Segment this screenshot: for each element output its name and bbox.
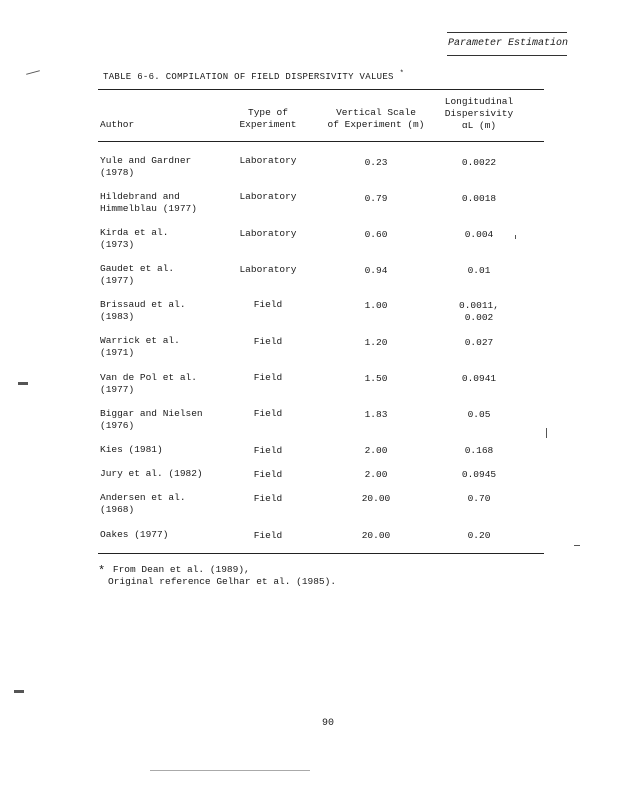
row-disp: 0.168 <box>464 445 494 456</box>
row-author-line1: Brissaud et al. <box>100 299 186 310</box>
table-title-text: TABLE 6-6. COMPILATION OF FIELD DISPERSIVITY VALUES <box>103 72 394 82</box>
row-author-line2: (1983) <box>100 311 135 322</box>
row-scale: 1.83 <box>364 409 388 420</box>
row-disp: 0.0018 <box>461 193 497 204</box>
col-scale-line1: Vertical Scale <box>336 107 416 118</box>
row-author-line1: Warrick et al. <box>100 335 180 346</box>
row-type: Laboratory <box>239 228 297 239</box>
col-type-line1: Type of <box>248 107 288 118</box>
row-type: Field <box>253 469 283 480</box>
row-author-line2: (1976) <box>100 420 135 431</box>
row-type: Laboratory <box>239 191 297 202</box>
col-author: Author <box>100 119 135 130</box>
row-scale: 20.00 <box>361 530 391 541</box>
row-disp: 0.0022 <box>461 157 497 168</box>
speck <box>150 770 310 771</box>
row-type: Laboratory <box>239 264 297 275</box>
row-scale: 1.00 <box>364 300 388 311</box>
footnote-source: From Dean et al. (1989), <box>112 564 250 575</box>
row-scale: 0.94 <box>364 265 388 276</box>
row-author-line1: Kirda et al. <box>100 227 169 238</box>
row-author-line2: (1971) <box>100 347 135 358</box>
row-author-line1: Jury et al. (1982) <box>100 468 203 479</box>
running-header: Parameter Estimation <box>448 38 569 49</box>
row-scale: 0.79 <box>364 193 388 204</box>
row-author-line1: Oakes (1977) <box>100 529 169 540</box>
row-type: Field <box>253 299 283 310</box>
footnote-line1 <box>98 563 336 576</box>
table-title-mark: * <box>399 70 405 78</box>
speck <box>18 382 28 385</box>
table-title <box>103 70 404 82</box>
row-author-line1: Van de Pol et al. <box>100 372 197 383</box>
header-rule-bottom <box>447 55 567 56</box>
col-disp-line3: αL (m) <box>461 120 497 131</box>
row-author-line2: (1973) <box>100 239 135 250</box>
row-author-line2: (1977) <box>100 384 135 395</box>
row-scale: 2.00 <box>364 469 388 480</box>
row-author-line1: Kies (1981) <box>100 444 163 455</box>
col-type-line2: Experiment <box>239 119 297 130</box>
row-type: Field <box>253 530 283 541</box>
row-scale: 2.00 <box>364 445 388 456</box>
row-disp-line2: 0.002 <box>464 312 494 323</box>
row-scale: 1.50 <box>364 373 388 384</box>
row-scale: 0.60 <box>364 229 388 240</box>
col-scale <box>320 107 432 131</box>
row-scale: 0.23 <box>364 157 388 168</box>
row-disp: 0.20 <box>467 530 491 541</box>
col-scale-line2: of Experiment (m) <box>327 119 425 130</box>
row-author-line1: Andersen et al. <box>100 492 186 503</box>
row-disp: 0.004 <box>464 229 494 240</box>
page-number: 90 <box>322 718 335 729</box>
footnote-mark: * <box>98 564 106 578</box>
row-author-line2: (1977) <box>100 275 135 286</box>
row-author-line2: (1968) <box>100 504 135 515</box>
row-author-line1: Gaudet et al. <box>100 263 175 274</box>
row-disp: 0.70 <box>467 493 491 504</box>
header-rule-top <box>447 32 567 33</box>
row-disp: 0.0011, <box>459 300 499 311</box>
row-disp: 0.05 <box>467 409 491 420</box>
row-author-line1: Biggar and Nielsen <box>100 408 203 419</box>
row-scale: 20.00 <box>361 493 391 504</box>
footnote-line2: Original reference Gelhar et al. (1985). <box>108 576 337 587</box>
speck <box>26 70 40 75</box>
col-type <box>225 107 311 131</box>
speck <box>574 545 580 546</box>
col-dispersivity <box>432 96 526 132</box>
row-author-line1: Hildebrand and <box>100 191 180 202</box>
row-author-line2: Himmelblau (1977) <box>100 203 197 214</box>
speck <box>515 235 516 239</box>
row-type: Field <box>253 408 283 419</box>
row-type: Field <box>253 445 283 456</box>
row-disp: 0.027 <box>464 337 494 348</box>
row-disp: 0.0945 <box>461 469 497 480</box>
table-top-rule <box>98 89 544 90</box>
table-bottom-rule <box>98 553 544 554</box>
col-disp-line2: Dispersivity <box>444 108 514 119</box>
row-type: Field <box>253 493 283 504</box>
speck <box>546 428 547 438</box>
row-type: Field <box>253 372 283 383</box>
table-header-rule <box>98 141 544 142</box>
col-disp-line1: Longitudinal <box>444 96 514 107</box>
row-disp: 0.0941 <box>461 373 497 384</box>
table-footnote <box>98 563 336 588</box>
speck <box>14 690 24 693</box>
row-scale: 1.20 <box>364 337 388 348</box>
row-disp: 0.01 <box>467 265 491 276</box>
row-type: Laboratory <box>239 155 297 166</box>
row-type: Field <box>253 336 283 347</box>
row-author-line2: (1978) <box>100 167 135 178</box>
row-author-line1: Yule and Gardner <box>100 155 192 166</box>
